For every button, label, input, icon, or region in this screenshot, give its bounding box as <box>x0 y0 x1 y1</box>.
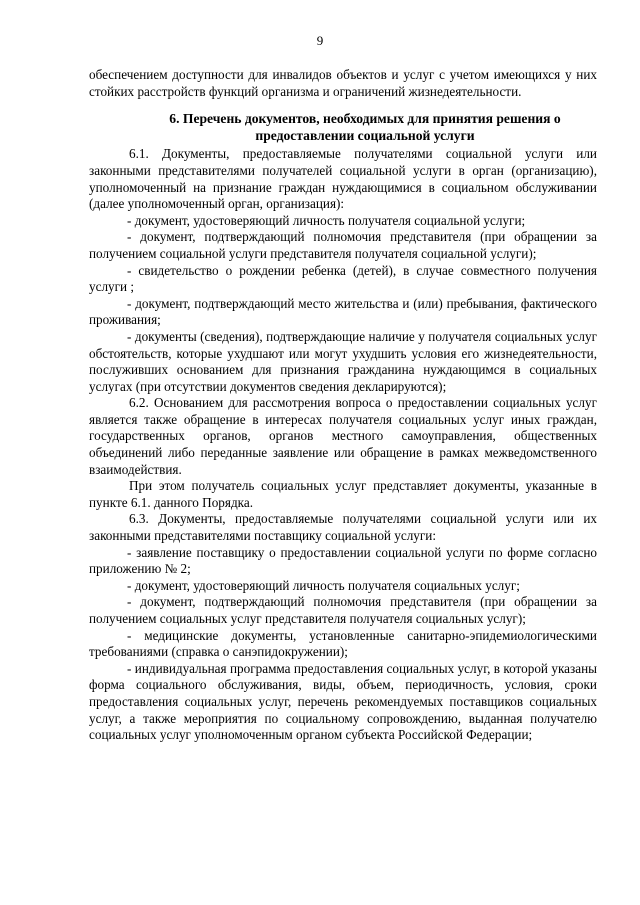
list-item: - свидетельство о рождении ребенка (детей), в случае совместного получения услуги ; <box>89 262 597 295</box>
section-title: 6. Перечень документов, необходимых для принятия решения о предоставлении социальной услуги <box>169 111 561 143</box>
list-item: - документ, подтверждающий полномочия представителя (при обращении за получением социальных услуг представителя получателя социальных услуг); <box>89 594 597 626</box>
paragraph-6-1: 6.1. Документы, предоставляемые получателями социальной услуги или законными представителями получателей социальной услуги в орган (организацию), уполномоченный на признание граждан нуждающимися в социальном обслуживании (далее уполномоченный орган, организация): <box>89 146 597 212</box>
page-number: 9 <box>316 33 324 48</box>
intro-paragraph: обеспечением доступности для инвалидов объектов и услуг с учетом имеющихся у них стойких расстройств функций организма и ограничений жизнедеятельности. <box>89 67 597 99</box>
list-item: - документ, подтверждающий полномочия представителя (при обращении за получением социальной услуги представителя получателя социальной услуги); <box>89 229 597 261</box>
list-item: - документ, удостоверяющий личность получателя социальных услуг; <box>127 577 520 593</box>
list-item: - медицинские документы, установленные санитарно-эпидемиологическими требованиями (справка о санэпидокружении); <box>89 627 597 660</box>
list-item: - документы (сведения), подтверждающие наличие у получателя социальных услуг обстоятельств, которые ухудшают или могут ухудшить условия его жизнедеятельности, послуживших основанием для признания гражданина нуждающимся в социальных услугах (при отсутствии документов сведения декларируются); <box>89 328 597 394</box>
document-body <box>89 67 597 744</box>
paragraph-6-2-note: При этом получатель социальных услуг представляет документы, указанные в пункте 6.1. данного Порядка. <box>89 478 597 510</box>
list-item: - документ, подтверждающий место жительства и (или) пребывания, фактического проживания; <box>89 295 597 328</box>
paragraph-6-2: 6.2. Основанием для рассмотрения вопроса о предоставлении социальных услуг является также обращение в интересах получателя социальных услуг иных граждан, государственных органов, органов местного самоуправления, общественных объединений либо переданные заявление или обращение в рамках межведомственного взаимодействия. <box>89 395 597 477</box>
list-item: - заявление поставщику о предоставлении социальной услуги по форме согласно приложению № 2; <box>89 544 597 577</box>
spacer <box>89 100 597 111</box>
list-item: - документ, удостоверяющий личность получателя социальной услуги; <box>127 212 526 228</box>
list-item: - индивидуальная программа предоставления социальных услуг, в которой указаны форма социального обслуживания, виды, объем, периодичность, условия, сроки предоставления социальных услуг, перечень рекомендуемых поставщиков социальных услуг, а также мероприятия по социальному сопровождению, выданная получателю социальных услуг уполномоченным органом субъекта Российской Федерации; <box>89 660 597 743</box>
paragraph-6-3: 6.3. Документы, предоставляемые получателями социальной услуги или их законными представителями поставщику социальной услуги: <box>89 511 597 544</box>
